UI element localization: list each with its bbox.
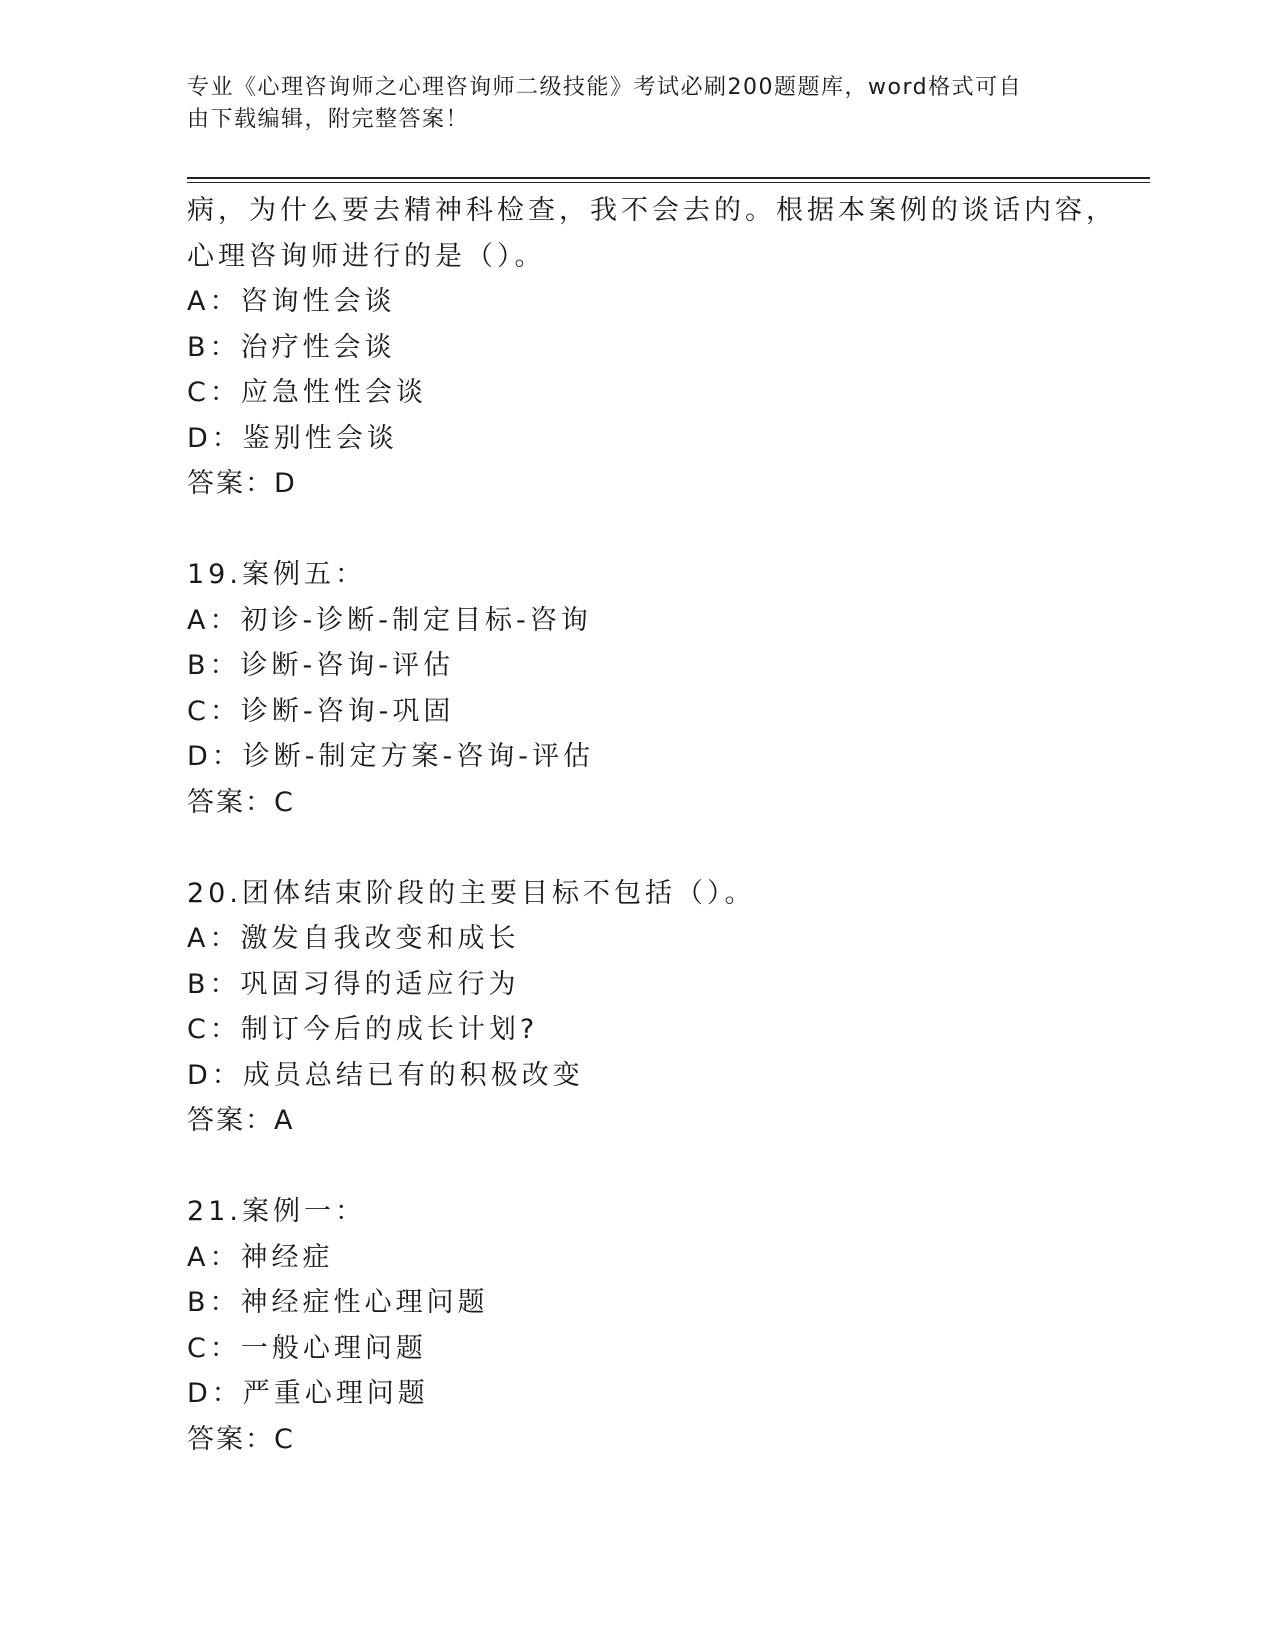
question-21 (187, 1189, 1087, 1462)
answer-line: 答案：C (187, 1423, 295, 1455)
answer-line: 答案：D (187, 468, 297, 499)
header-rule-thick (187, 177, 1150, 179)
question-stem-line: 心理咨询师进行的是（）。 (187, 240, 546, 272)
option-b: B：神经症性心理问题 (187, 1287, 489, 1318)
option-a: A：咨询性会谈 (187, 286, 396, 317)
header-rule-thin (187, 182, 1150, 183)
option-d: D：诊断-制定方案-咨询-评估 (187, 741, 595, 772)
document-header (187, 72, 1067, 136)
option-b: B：治疗性会谈 (187, 331, 396, 363)
header-line-1: 专业《心理咨询师之心理咨询师二级技能》考试必刷200题题库，word格式可自 (187, 75, 1023, 100)
question-stem: 19.案例五： (187, 559, 366, 590)
header-line-2: 由下载编辑，附完整答案！ (187, 107, 470, 132)
question-stem: 21.案例一： (187, 1196, 366, 1227)
question-stem-line: 病，为什么要去精神科检查，我不会去的。根据本案例的谈话内容， (187, 195, 1117, 226)
option-c: C：一般心理问题 (187, 1332, 427, 1364)
question-20 (187, 871, 1087, 1144)
spacer (187, 507, 1087, 553)
question-19 (187, 552, 1087, 825)
question-continuation (187, 188, 1117, 507)
option-d: D：严重心理问题 (187, 1378, 429, 1409)
answer-line: 答案：C (187, 786, 295, 818)
option-b: B：巩固习得的适应行为 (187, 968, 520, 1000)
option-c: C：制订今后的成长计划? (187, 1014, 539, 1045)
option-a: A：初诊-诊断-制定目标-咨询 (187, 604, 592, 636)
document-body (187, 188, 1117, 1462)
option-a: A：激发自我改变和成长 (187, 923, 520, 954)
option-d: D：鉴别性会谈 (187, 422, 398, 454)
option-c: C：应急性性会谈 (187, 377, 427, 408)
option-d: D：成员总结已有的积极改变 (187, 1059, 584, 1091)
option-a: A：神经症 (187, 1241, 334, 1273)
spacer (187, 825, 1087, 871)
option-c: C：诊断-咨询-巩固 (187, 695, 455, 727)
spacer (187, 1144, 1087, 1190)
question-stem: 20.团体结束阶段的主要目标不包括（）。 (187, 877, 756, 909)
answer-line: 答案：A (187, 1105, 295, 1136)
option-b: B：诊断-咨询-评估 (187, 650, 455, 681)
